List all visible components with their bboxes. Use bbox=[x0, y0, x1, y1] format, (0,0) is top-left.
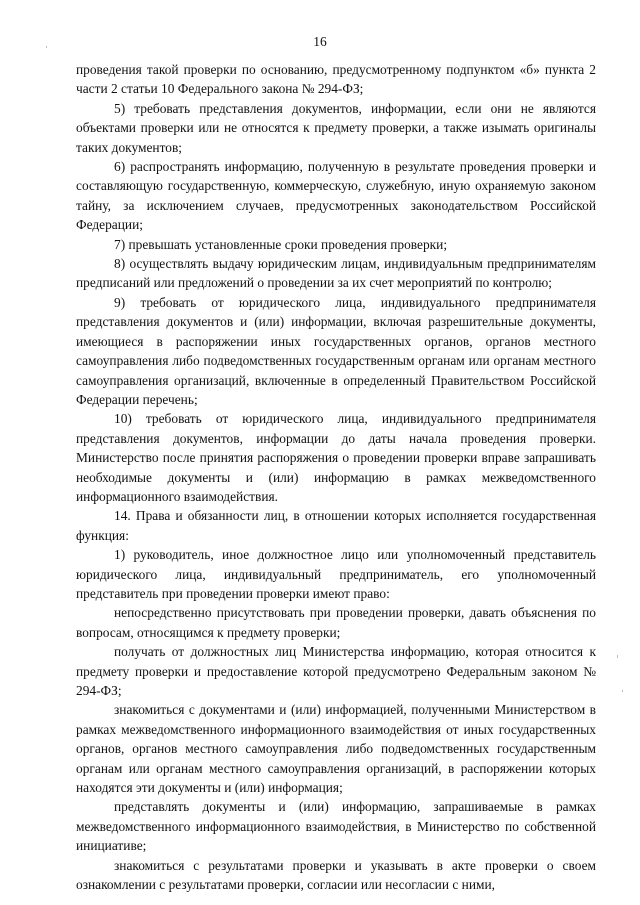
paragraph-item-9: 9) требовать от юридического лица, индивидуального предпринимателя представления документов и (или) информации, включая разрешительные документы, имеющиеся в распоряжении иных государственных органов, органов местного самоуправления либо подведомственных государственным органам или органам местного самоуправления организаций, включенные в определенный Правительством Российской Федерации перечень; bbox=[76, 294, 596, 407]
document-body bbox=[76, 60, 596, 894]
paragraph-right-receive-info: получать от должностных лиц Министерства информацию, которая относится к предмету проверки и предоставление которой предусмотрено Федеральным законом № 294-ФЗ; bbox=[76, 644, 596, 698]
scan-artifact-mark bbox=[46, 46, 47, 48]
paragraph-section-14: 14. Права и обязанности лиц, в отношении которых исполняется государственная функция: bbox=[76, 508, 596, 543]
paragraph-item-10: 10) требовать от юридического лица, индивидуального предпринимателя представления документов, информации до даты начала проведения проверки. Министерство после принятия распоряжения о проведении проверки вправе запрашивать необходимые документы и (или) информацию в рамках межведомственного информационного взаимодействия. bbox=[76, 411, 596, 504]
paragraph-continuation: проведения такой проверки по основанию, предусмотренному подпунктом «б» пункта 2 части 2 статьи 10 Федерального закона № 294-ФЗ; bbox=[76, 62, 596, 97]
paragraph-item-8: 8) осуществлять выдачу юридическим лицам, индивидуальным предпринимателям предписаний или предложений о проведении за их счет мероприятий по контролю; bbox=[76, 256, 596, 291]
page-number: 16 bbox=[313, 34, 327, 49]
paragraph-item-6: 6) распространять информацию, полученную в результате проведения проверки и составляющую государственную, коммерческую, служебную, иную охраняемую законом тайну, за исключением случаев, предусмотренных законодательством Российской Федерации; bbox=[76, 159, 596, 233]
scan-artifact-mark bbox=[622, 690, 623, 692]
paragraph-subitem-1: 1) руководитель, иное должностное лицо или уполномоченный представитель юридического лица, индивидуальный предприниматель, его уполномоченный представитель при проведении проверки имеют право: bbox=[76, 547, 596, 601]
paragraph-right-review-results: знакомиться с результатами проверки и указывать в акте проверки о своем ознакомлении с результатами проверки, согласии или несогласии с ними, bbox=[76, 857, 596, 893]
paragraph-right-attend: непосредственно присутствовать при проведении проверки, давать объяснения по вопросам, относящимся к предмету проверки; bbox=[76, 605, 596, 640]
paragraph-item-7: 7) превышать установленные сроки проведения проверки; bbox=[114, 236, 448, 252]
scan-artifact-mark bbox=[617, 655, 618, 658]
paragraph-item-5: 5) требовать представления документов, информации, если они не являются объектами проверки или не относятся к предмету проверки, а также изымать оригиналы таких документов; bbox=[76, 100, 596, 155]
paragraph-right-review-documents: знакомиться с документами и (или) информацией, полученными Министерством в рамках межведомственного информационного взаимодействия от иных государственных органов, органов местного самоуправления либо подведомственных государственным органам или органам местного самоуправления организаций, в распоряжении которых находятся эти документы и (или) информация; bbox=[76, 702, 596, 796]
paragraph-right-submit-documents: представлять документы и (или) информацию, запрашиваемые в рамках межведомственного информационного взаимодействия, в Министерство по собственной инициативе; bbox=[76, 799, 596, 854]
